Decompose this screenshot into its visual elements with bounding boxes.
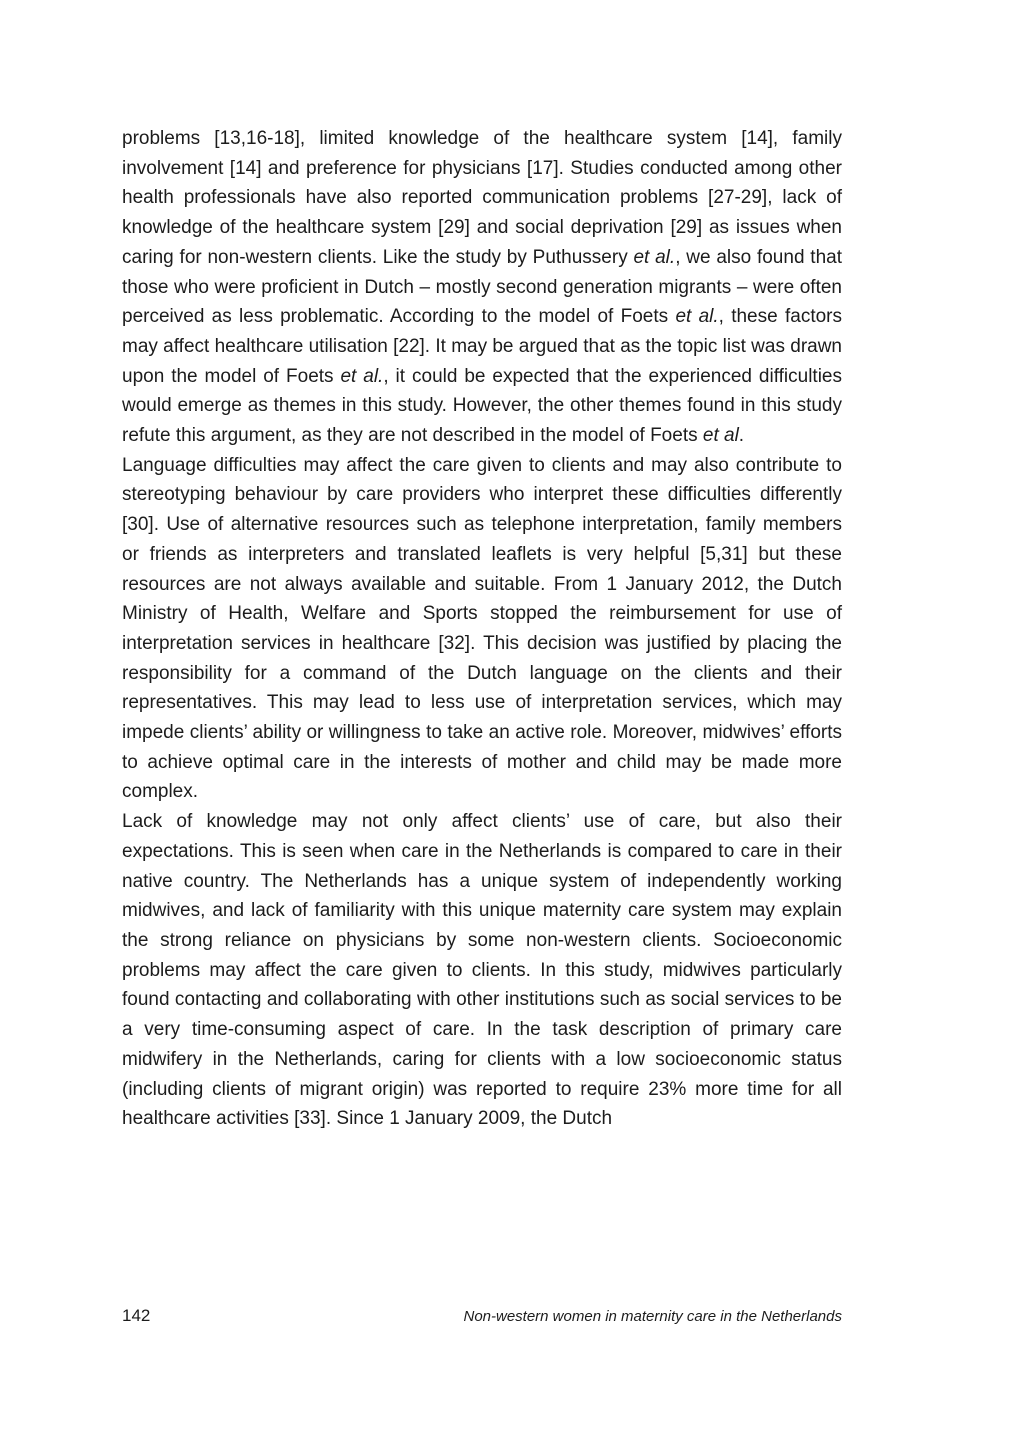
- paragraph: [122, 807, 842, 1134]
- text-run: , it could be expected that the experienced difficulties would emerge as themes in this study. However, the other themes found in this study refute this argument, as they are not described in the model of Foets: [122, 365, 842, 447]
- text-run: problems [13,16-18], limited knowledge of the healthcare system [14], family involvement [14] and preference for physicians [17]. Studies conducted among other health professionals have also reported communication problems [27-29], lack of knowledge of the healthcare system [29] and social deprivation [29] as issues when caring for non-western clients. Like the study by Puthussery: [122, 128, 842, 268]
- text-run: Language difficulties may affect the care given to clients and may also contribute to stereotyping behaviour by care providers who interpret these difficulties differently [30]. Use of alternative resources such as telephone interpretation, family members or friends as interpreters and translated leaflets is very helpful [5,31] but these resources are not always available and suitable. From 1 January 2012, the Dutch Ministry of Health, Welfare and Sports stopped the reimbursement for use of interpretation services in healthcare [32]. This decision was justified by placing the responsibility for a command of the Dutch language on the clients and their representatives. This may lead to less use of interpretation services, which may impede clients’ ability or willingness to take an active role. Moreover, midwives’ efforts to achieve optimal care in the interests of mother and child may be made more complex.: [122, 454, 842, 803]
- page-number: 142: [122, 1306, 151, 1325]
- text-run: , these factors may affect healthcare utilisation [22]. It may be argued that as the topic list was drawn upon the model of Foets: [122, 306, 842, 387]
- text-run: Lack of knowledge may not only affect clients’ use of care, but also their expectations. This is seen when care in the Netherlands is compared to care in their native country. The Netherlands has a unique system of independently working midwives, and lack of familiarity with this unique maternity care system may explain the strong reliance on physicians by some non-western clients. Socioeconomic problems may affect the care given to clients. In this study, midwives particularly found contacting and collaborating with other institutions such as social services to be a very time-consuming aspect of care. In the task description of primary care midwifery in the Netherlands, caring for clients with a low socioeconomic status (including clients of migrant origin) was reported to require 23% more time for all healthcare activities [33]. Since 1 January 2009, the Dutch: [122, 811, 842, 1130]
- italic-text-run: et al.: [633, 246, 676, 268]
- text-run: , we also found that those who were proficient in Dutch – mostly second generation migrants – were often perceived as less problematic. According to the model of Foets: [122, 246, 842, 328]
- paragraph: [122, 124, 842, 451]
- italic-text-run: et al: [702, 425, 739, 447]
- running-title: Non-western women in maternity care in the Netherlands: [463, 1308, 842, 1325]
- italic-text-run: et al.: [675, 306, 719, 328]
- text-run: .: [738, 425, 745, 447]
- italic-text-run: et al.: [340, 365, 384, 387]
- body-text: [122, 124, 842, 1134]
- paragraph: [122, 451, 842, 807]
